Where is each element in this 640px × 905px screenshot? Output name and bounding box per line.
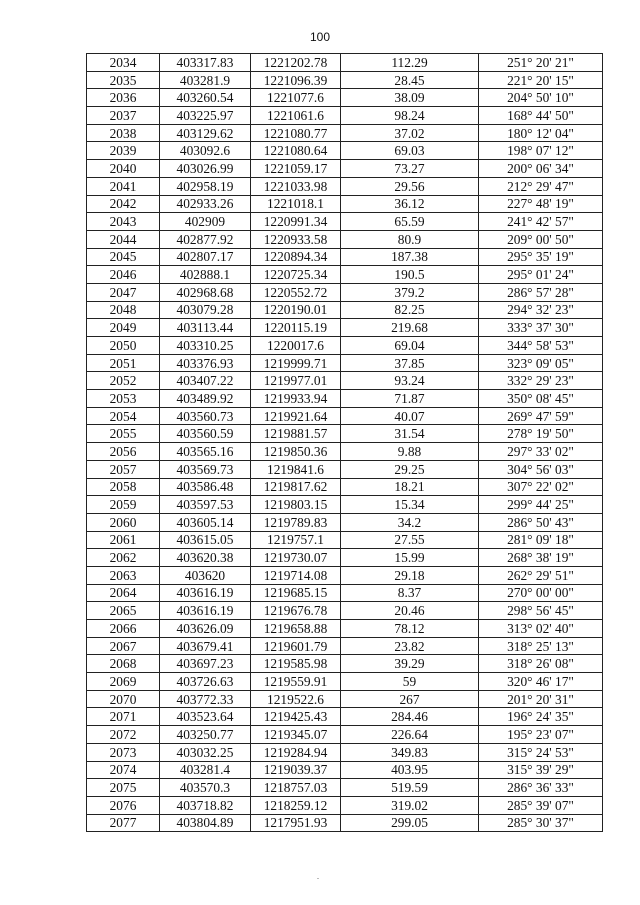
y-coordinate-cell: 1219676.78 bbox=[251, 602, 341, 620]
point-number-cell: 2066 bbox=[87, 620, 160, 638]
page-number: 100 bbox=[309, 30, 331, 44]
distance-cell: 73.27 bbox=[341, 160, 479, 178]
x-coordinate-cell: 403225.97 bbox=[160, 107, 251, 125]
point-number-cell: 2036 bbox=[87, 89, 160, 107]
bearing-cell: 286° 57' 28" bbox=[479, 283, 603, 301]
point-number-cell: 2054 bbox=[87, 407, 160, 425]
y-coordinate-cell: 1221096.39 bbox=[251, 71, 341, 89]
table-row bbox=[87, 566, 603, 584]
point-number-cell: 2039 bbox=[87, 142, 160, 160]
x-coordinate-cell: 402909 bbox=[160, 213, 251, 231]
point-number-cell: 2077 bbox=[87, 814, 160, 832]
point-number-cell: 2040 bbox=[87, 160, 160, 178]
y-coordinate-cell: 1220552.72 bbox=[251, 283, 341, 301]
point-number-cell: 2068 bbox=[87, 655, 160, 673]
distance-cell: 38.09 bbox=[341, 89, 479, 107]
y-coordinate-cell: 1219921.64 bbox=[251, 407, 341, 425]
x-coordinate-cell: 403079.28 bbox=[160, 301, 251, 319]
point-number-cell: 2072 bbox=[87, 726, 160, 744]
y-coordinate-cell: 1220017.6 bbox=[251, 337, 341, 355]
table-row bbox=[87, 107, 603, 125]
bearing-cell: 270° 00' 00" bbox=[479, 584, 603, 602]
table-row bbox=[87, 726, 603, 744]
distance-cell: 40.07 bbox=[341, 407, 479, 425]
bearing-cell: 196° 24' 35" bbox=[479, 708, 603, 726]
distance-cell: 37.02 bbox=[341, 124, 479, 142]
point-number-cell: 2062 bbox=[87, 549, 160, 567]
bearing-cell: 307° 22' 02" bbox=[479, 478, 603, 496]
y-coordinate-cell: 1219345.07 bbox=[251, 726, 341, 744]
point-number-cell: 2069 bbox=[87, 673, 160, 691]
y-coordinate-cell: 1220725.34 bbox=[251, 266, 341, 284]
bearing-cell: 200° 06' 34" bbox=[479, 160, 603, 178]
bearing-cell: 262° 29' 51" bbox=[479, 566, 603, 584]
bearing-cell: 195° 23' 07" bbox=[479, 726, 603, 744]
point-number-cell: 2053 bbox=[87, 390, 160, 408]
y-coordinate-cell: 1219789.83 bbox=[251, 513, 341, 531]
table-row bbox=[87, 354, 603, 372]
bearing-cell: 212° 29' 47" bbox=[479, 177, 603, 195]
table-row bbox=[87, 690, 603, 708]
bearing-cell: 315° 24' 53" bbox=[479, 743, 603, 761]
table-row bbox=[87, 71, 603, 89]
bearing-cell: 320° 46' 17" bbox=[479, 673, 603, 691]
distance-cell: 65.59 bbox=[341, 213, 479, 231]
y-coordinate-cell: 1218757.03 bbox=[251, 779, 341, 797]
table-row bbox=[87, 372, 603, 390]
distance-cell: 379.2 bbox=[341, 283, 479, 301]
y-coordinate-cell: 1219977.01 bbox=[251, 372, 341, 390]
y-coordinate-cell: 1219881.57 bbox=[251, 425, 341, 443]
table-row bbox=[87, 620, 603, 638]
table-row bbox=[87, 213, 603, 231]
point-number-cell: 2063 bbox=[87, 566, 160, 584]
y-coordinate-cell: 1220190.01 bbox=[251, 301, 341, 319]
table-row bbox=[87, 195, 603, 213]
bearing-cell: 201° 20' 31" bbox=[479, 690, 603, 708]
bearing-cell: 286° 36' 33" bbox=[479, 779, 603, 797]
table-row bbox=[87, 407, 603, 425]
distance-cell: 267 bbox=[341, 690, 479, 708]
table-row bbox=[87, 425, 603, 443]
x-coordinate-cell: 403092.6 bbox=[160, 142, 251, 160]
table-row bbox=[87, 230, 603, 248]
distance-cell: 187.38 bbox=[341, 248, 479, 266]
distance-cell: 15.99 bbox=[341, 549, 479, 567]
distance-cell: 15.34 bbox=[341, 496, 479, 514]
x-coordinate-cell: 403129.62 bbox=[160, 124, 251, 142]
distance-cell: 37.85 bbox=[341, 354, 479, 372]
x-coordinate-cell: 403616.19 bbox=[160, 584, 251, 602]
y-coordinate-cell: 1219522.6 bbox=[251, 690, 341, 708]
coordinates-table-body bbox=[87, 54, 603, 832]
point-number-cell: 2050 bbox=[87, 337, 160, 355]
table-row bbox=[87, 248, 603, 266]
table-row bbox=[87, 124, 603, 142]
y-coordinate-cell: 1219685.15 bbox=[251, 584, 341, 602]
point-number-cell: 2048 bbox=[87, 301, 160, 319]
table-row bbox=[87, 337, 603, 355]
table-row bbox=[87, 390, 603, 408]
point-number-cell: 2037 bbox=[87, 107, 160, 125]
bearing-cell: 268° 38' 19" bbox=[479, 549, 603, 567]
distance-cell: 403.95 bbox=[341, 761, 479, 779]
point-number-cell: 2046 bbox=[87, 266, 160, 284]
x-coordinate-cell: 403407.22 bbox=[160, 372, 251, 390]
point-number-cell: 2049 bbox=[87, 319, 160, 337]
table-row bbox=[87, 301, 603, 319]
table-row bbox=[87, 796, 603, 814]
y-coordinate-cell: 1219284.94 bbox=[251, 743, 341, 761]
y-coordinate-cell: 1219730.07 bbox=[251, 549, 341, 567]
y-coordinate-cell: 1221061.6 bbox=[251, 107, 341, 125]
point-number-cell: 2073 bbox=[87, 743, 160, 761]
bearing-cell: 295° 01' 24" bbox=[479, 266, 603, 284]
bearing-cell: 227° 48' 19" bbox=[479, 195, 603, 213]
x-coordinate-cell: 403615.05 bbox=[160, 531, 251, 549]
x-coordinate-cell: 402968.68 bbox=[160, 283, 251, 301]
x-coordinate-cell: 403569.73 bbox=[160, 460, 251, 478]
y-coordinate-cell: 1220933.58 bbox=[251, 230, 341, 248]
x-coordinate-cell: 403626.09 bbox=[160, 620, 251, 638]
x-coordinate-cell: 403281.9 bbox=[160, 71, 251, 89]
x-coordinate-cell: 403586.48 bbox=[160, 478, 251, 496]
bearing-cell: 285° 30' 37" bbox=[479, 814, 603, 832]
x-coordinate-cell: 403113.44 bbox=[160, 319, 251, 337]
x-coordinate-cell: 403605.14 bbox=[160, 513, 251, 531]
y-coordinate-cell: 1219039.37 bbox=[251, 761, 341, 779]
bearing-cell: 299° 44' 25" bbox=[479, 496, 603, 514]
x-coordinate-cell: 403317.83 bbox=[160, 54, 251, 72]
x-coordinate-cell: 403804.89 bbox=[160, 814, 251, 832]
point-number-cell: 2045 bbox=[87, 248, 160, 266]
bearing-cell: 204° 50' 10" bbox=[479, 89, 603, 107]
distance-cell: 519.59 bbox=[341, 779, 479, 797]
x-coordinate-cell: 402933.26 bbox=[160, 195, 251, 213]
table-row bbox=[87, 673, 603, 691]
distance-cell: 23.82 bbox=[341, 637, 479, 655]
y-coordinate-cell: 1217951.93 bbox=[251, 814, 341, 832]
bearing-cell: 333° 37' 30" bbox=[479, 319, 603, 337]
table-row bbox=[87, 496, 603, 514]
x-coordinate-cell: 403620.38 bbox=[160, 549, 251, 567]
bearing-cell: 294° 32' 23" bbox=[479, 301, 603, 319]
table-row bbox=[87, 602, 603, 620]
distance-cell: 80.9 bbox=[341, 230, 479, 248]
point-number-cell: 2041 bbox=[87, 177, 160, 195]
x-coordinate-cell: 403489.92 bbox=[160, 390, 251, 408]
y-coordinate-cell: 1219425.43 bbox=[251, 708, 341, 726]
point-number-cell: 2042 bbox=[87, 195, 160, 213]
x-coordinate-cell: 403560.73 bbox=[160, 407, 251, 425]
point-number-cell: 2060 bbox=[87, 513, 160, 531]
distance-cell: 69.03 bbox=[341, 142, 479, 160]
distance-cell: 69.04 bbox=[341, 337, 479, 355]
y-coordinate-cell: 1219714.08 bbox=[251, 566, 341, 584]
table-row bbox=[87, 708, 603, 726]
point-number-cell: 2061 bbox=[87, 531, 160, 549]
bearing-cell: 241° 42' 57" bbox=[479, 213, 603, 231]
y-coordinate-cell: 1219841.6 bbox=[251, 460, 341, 478]
point-number-cell: 2070 bbox=[87, 690, 160, 708]
distance-cell: 284.46 bbox=[341, 708, 479, 726]
point-number-cell: 2043 bbox=[87, 213, 160, 231]
distance-cell: 8.37 bbox=[341, 584, 479, 602]
distance-cell: 29.25 bbox=[341, 460, 479, 478]
x-coordinate-cell: 403250.77 bbox=[160, 726, 251, 744]
x-coordinate-cell: 403679.41 bbox=[160, 637, 251, 655]
table-row bbox=[87, 266, 603, 284]
scan-speck bbox=[317, 878, 319, 879]
distance-cell: 112.29 bbox=[341, 54, 479, 72]
table-row bbox=[87, 743, 603, 761]
bearing-cell: 323° 09' 05" bbox=[479, 354, 603, 372]
bearing-cell: 318° 26' 08" bbox=[479, 655, 603, 673]
bearing-cell: 180° 12' 04" bbox=[479, 124, 603, 142]
y-coordinate-cell: 1220115.19 bbox=[251, 319, 341, 337]
distance-cell: 82.25 bbox=[341, 301, 479, 319]
table-row bbox=[87, 142, 603, 160]
distance-cell: 20.46 bbox=[341, 602, 479, 620]
point-number-cell: 2055 bbox=[87, 425, 160, 443]
x-coordinate-cell: 403772.33 bbox=[160, 690, 251, 708]
distance-cell: 29.56 bbox=[341, 177, 479, 195]
x-coordinate-cell: 403697.23 bbox=[160, 655, 251, 673]
x-coordinate-cell: 403523.64 bbox=[160, 708, 251, 726]
y-coordinate-cell: 1221202.78 bbox=[251, 54, 341, 72]
bearing-cell: 318° 25' 13" bbox=[479, 637, 603, 655]
table-row bbox=[87, 443, 603, 461]
point-number-cell: 2052 bbox=[87, 372, 160, 390]
point-number-cell: 2076 bbox=[87, 796, 160, 814]
table-row bbox=[87, 814, 603, 832]
bearing-cell: 315° 39' 29" bbox=[479, 761, 603, 779]
y-coordinate-cell: 1219803.15 bbox=[251, 496, 341, 514]
table-row bbox=[87, 779, 603, 797]
y-coordinate-cell: 1219817.62 bbox=[251, 478, 341, 496]
bearing-cell: 350° 08' 45" bbox=[479, 390, 603, 408]
point-number-cell: 2047 bbox=[87, 283, 160, 301]
x-coordinate-cell: 403032.25 bbox=[160, 743, 251, 761]
point-number-cell: 2071 bbox=[87, 708, 160, 726]
bearing-cell: 269° 47' 59" bbox=[479, 407, 603, 425]
y-coordinate-cell: 1219999.71 bbox=[251, 354, 341, 372]
distance-cell: 18.21 bbox=[341, 478, 479, 496]
distance-cell: 29.18 bbox=[341, 566, 479, 584]
table-row bbox=[87, 319, 603, 337]
point-number-cell: 2059 bbox=[87, 496, 160, 514]
y-coordinate-cell: 1219850.36 bbox=[251, 443, 341, 461]
distance-cell: 319.02 bbox=[341, 796, 479, 814]
x-coordinate-cell: 402888.1 bbox=[160, 266, 251, 284]
point-number-cell: 2035 bbox=[87, 71, 160, 89]
table-row bbox=[87, 160, 603, 178]
point-number-cell: 2038 bbox=[87, 124, 160, 142]
x-coordinate-cell: 403026.99 bbox=[160, 160, 251, 178]
table-row bbox=[87, 460, 603, 478]
y-coordinate-cell: 1219757.1 bbox=[251, 531, 341, 549]
x-coordinate-cell: 403570.3 bbox=[160, 779, 251, 797]
table-row bbox=[87, 89, 603, 107]
y-coordinate-cell: 1221033.98 bbox=[251, 177, 341, 195]
bearing-cell: 297° 33' 02" bbox=[479, 443, 603, 461]
distance-cell: 71.87 bbox=[341, 390, 479, 408]
x-coordinate-cell: 403726.63 bbox=[160, 673, 251, 691]
table-row bbox=[87, 584, 603, 602]
distance-cell: 31.54 bbox=[341, 425, 479, 443]
bearing-cell: 304° 56' 03" bbox=[479, 460, 603, 478]
x-coordinate-cell: 403597.53 bbox=[160, 496, 251, 514]
distance-cell: 226.64 bbox=[341, 726, 479, 744]
bearing-cell: 281° 09' 18" bbox=[479, 531, 603, 549]
table-row bbox=[87, 655, 603, 673]
distance-cell: 39.29 bbox=[341, 655, 479, 673]
bearing-cell: 298° 56' 45" bbox=[479, 602, 603, 620]
table-row bbox=[87, 283, 603, 301]
y-coordinate-cell: 1220991.34 bbox=[251, 213, 341, 231]
x-coordinate-cell: 403281.4 bbox=[160, 761, 251, 779]
x-coordinate-cell: 403376.93 bbox=[160, 354, 251, 372]
y-coordinate-cell: 1218259.12 bbox=[251, 796, 341, 814]
x-coordinate-cell: 402958.19 bbox=[160, 177, 251, 195]
x-coordinate-cell: 403260.54 bbox=[160, 89, 251, 107]
bearing-cell: 278° 19' 50" bbox=[479, 425, 603, 443]
x-coordinate-cell: 403565.16 bbox=[160, 443, 251, 461]
y-coordinate-cell: 1221080.64 bbox=[251, 142, 341, 160]
y-coordinate-cell: 1219585.98 bbox=[251, 655, 341, 673]
table-row bbox=[87, 761, 603, 779]
table-row bbox=[87, 513, 603, 531]
x-coordinate-cell: 403718.82 bbox=[160, 796, 251, 814]
x-coordinate-cell: 403560.59 bbox=[160, 425, 251, 443]
y-coordinate-cell: 1219933.94 bbox=[251, 390, 341, 408]
distance-cell: 93.24 bbox=[341, 372, 479, 390]
distance-cell: 27.55 bbox=[341, 531, 479, 549]
table-row bbox=[87, 531, 603, 549]
y-coordinate-cell: 1219559.91 bbox=[251, 673, 341, 691]
bearing-cell: 221° 20' 15" bbox=[479, 71, 603, 89]
point-number-cell: 2058 bbox=[87, 478, 160, 496]
point-number-cell: 2065 bbox=[87, 602, 160, 620]
point-number-cell: 2074 bbox=[87, 761, 160, 779]
y-coordinate-cell: 1221018.1 bbox=[251, 195, 341, 213]
distance-cell: 78.12 bbox=[341, 620, 479, 638]
point-number-cell: 2075 bbox=[87, 779, 160, 797]
point-number-cell: 2067 bbox=[87, 637, 160, 655]
table-row bbox=[87, 549, 603, 567]
point-number-cell: 2057 bbox=[87, 460, 160, 478]
table-row bbox=[87, 54, 603, 72]
point-number-cell: 2051 bbox=[87, 354, 160, 372]
bearing-cell: 251° 20' 21" bbox=[479, 54, 603, 72]
point-number-cell: 2064 bbox=[87, 584, 160, 602]
distance-cell: 349.83 bbox=[341, 743, 479, 761]
bearing-cell: 285° 39' 07" bbox=[479, 796, 603, 814]
x-coordinate-cell: 402877.92 bbox=[160, 230, 251, 248]
x-coordinate-cell: 403616.19 bbox=[160, 602, 251, 620]
bearing-cell: 332° 29' 23" bbox=[479, 372, 603, 390]
bearing-cell: 198° 07' 12" bbox=[479, 142, 603, 160]
x-coordinate-cell: 403620 bbox=[160, 566, 251, 584]
bearing-cell: 313° 02' 40" bbox=[479, 620, 603, 638]
table-row bbox=[87, 177, 603, 195]
y-coordinate-cell: 1221080.77 bbox=[251, 124, 341, 142]
y-coordinate-cell: 1221077.6 bbox=[251, 89, 341, 107]
bearing-cell: 286° 50' 43" bbox=[479, 513, 603, 531]
distance-cell: 59 bbox=[341, 673, 479, 691]
y-coordinate-cell: 1219601.79 bbox=[251, 637, 341, 655]
table-row bbox=[87, 478, 603, 496]
bearing-cell: 209° 00' 50" bbox=[479, 230, 603, 248]
distance-cell: 190.5 bbox=[341, 266, 479, 284]
point-number-cell: 2056 bbox=[87, 443, 160, 461]
point-number-cell: 2044 bbox=[87, 230, 160, 248]
distance-cell: 28.45 bbox=[341, 71, 479, 89]
distance-cell: 219.68 bbox=[341, 319, 479, 337]
bearing-cell: 168° 44' 50" bbox=[479, 107, 603, 125]
table-row bbox=[87, 637, 603, 655]
distance-cell: 34.2 bbox=[341, 513, 479, 531]
distance-cell: 299.05 bbox=[341, 814, 479, 832]
coordinates-table bbox=[86, 53, 603, 832]
distance-cell: 9.88 bbox=[341, 443, 479, 461]
distance-cell: 98.24 bbox=[341, 107, 479, 125]
distance-cell: 36.12 bbox=[341, 195, 479, 213]
bearing-cell: 344° 58' 53" bbox=[479, 337, 603, 355]
bearing-cell: 295° 35' 19" bbox=[479, 248, 603, 266]
y-coordinate-cell: 1220894.34 bbox=[251, 248, 341, 266]
point-number-cell: 2034 bbox=[87, 54, 160, 72]
y-coordinate-cell: 1221059.17 bbox=[251, 160, 341, 178]
y-coordinate-cell: 1219658.88 bbox=[251, 620, 341, 638]
x-coordinate-cell: 403310.25 bbox=[160, 337, 251, 355]
x-coordinate-cell: 402807.17 bbox=[160, 248, 251, 266]
